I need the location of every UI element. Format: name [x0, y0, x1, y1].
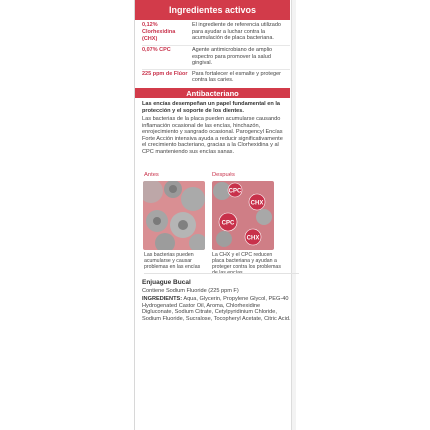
ingredient-name: 0,07% CPC: [142, 47, 171, 53]
chx-tag: CHX: [250, 200, 264, 207]
ingredients-text: Aqua, Glycerin, Propylene Glycol, PEG-40 Hydrogenated Castor Oil, Aroma, Chlorhexidine Digluconate, Sodium Citrate, Cetylpyridinium Chloride, Sodium Fluoride, Sucralose, Tocopheryl Acetate, Citric Acid.: [142, 296, 291, 322]
ingredient-name: 0,12% Clorhexidina (CHX): [142, 22, 176, 42]
section-body: Las bacterias de la placa pueden acumularse causando inflamación ocasional de las encías, hinchazón, enrojecimiento y sangrado ocasional. Parogencyl Encías Forte Acción intensiva ayuda a reducir significativamente el crecimiento bacteriano, gracias a la Clorhexidina y al CPC manteniendo sus encías sanas.: [142, 116, 283, 155]
before-bacteria-image: [143, 181, 205, 250]
ingredient-description: Para fortalecer el esmalte y proteger contra las caries.: [192, 70, 281, 84]
product-info-panel: [134, 0, 296, 430]
panel-right-border: [291, 0, 296, 430]
ingredients-list: [142, 296, 292, 322]
divider-line: [144, 273, 299, 274]
ingredient-description: Agente antimicrobiano de amplio espectro para promover la salud gingival.: [192, 47, 273, 67]
section-lead: Las encías desempeñan un papel fundamental en la protección y el soporte de los dientes.: [142, 101, 281, 114]
chx-tag: CHX: [246, 235, 260, 242]
ingredients-table: [142, 21, 290, 86]
after-bacteria-image: [212, 181, 274, 250]
after-label: Después: [212, 172, 235, 178]
panel-left-border: [134, 0, 135, 430]
before-caption: Las bacterias pueden acumularse y causar problemas en las encías: [144, 252, 201, 270]
cpc-tag: CPC: [228, 188, 242, 195]
cpc-tag: CPC: [221, 220, 235, 227]
ingredient-row: [142, 46, 290, 70]
product-contains: Contiene Sodium Fluoride (225 ppm F): [142, 288, 239, 294]
active-ingredients-header: Ingredientes activos: [135, 0, 290, 20]
ingredient-row: [142, 21, 290, 46]
ingredient-name: 225 ppm de Flúor: [142, 70, 188, 77]
ingredient-description: El ingrediente de referencia utilizado para ayudar a luchar contra la acumulación de placa bacteriana.: [192, 22, 281, 42]
antibacterial-header: Antibacteriano: [135, 88, 290, 98]
ingredient-row: [142, 70, 290, 86]
product-name: Enjuague Bucal: [142, 279, 191, 286]
after-caption: La CHX y el CPC reducen placa bacteriana y ayudan a proteger contra los problemas: [212, 252, 281, 270]
ingredients-label: INGREDIENTS:: [142, 296, 183, 302]
before-label: Antes: [144, 172, 159, 178]
